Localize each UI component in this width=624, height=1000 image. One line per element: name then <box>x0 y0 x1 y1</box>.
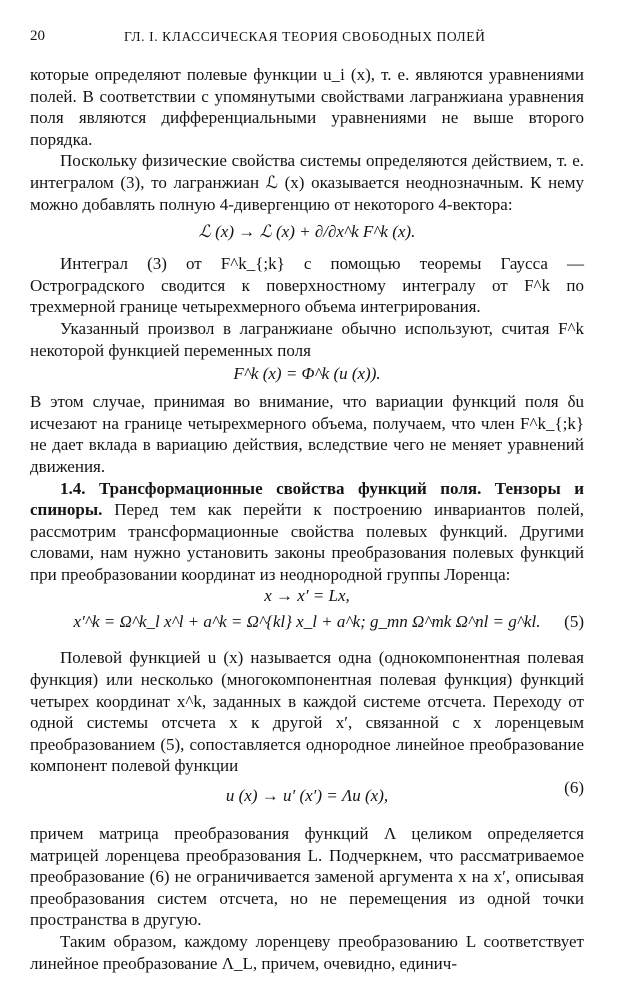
paragraph-9: Таким образом, каждому лоренцеву преобразованию L соответствует линейное преобразование Λ_L, причем, очевидно, единич- <box>30 932 584 973</box>
equation-6 <box>30 777 584 823</box>
section-1-4 <box>30 478 584 586</box>
equation-number: (6) <box>564 778 584 798</box>
equation-text: ℒ (x) → ℒ (x) + ∂/∂x^k F^k (x). <box>198 222 416 242</box>
equation-fk-of-u <box>30 361 584 391</box>
equation-5 <box>30 611 584 647</box>
page-body <box>30 64 584 974</box>
section-heading: 1.4. Трансформационные свойства функций поля. Тензоры и спиноры. <box>30 478 584 520</box>
running-title: ГЛ. I. КЛАССИЧЕСКАЯ ТЕОРИЯ СВОБОДНЫХ ПОЛЕЙ <box>124 29 486 44</box>
section-body: Перед тем как перейти к построению инвариантов полей, рассмотрим трансформационные свойства полевых функций. Другими словами, нам нужно установить законы преобразования полевых функций при преобразовании координат из неоднородной группы Лоренца: <box>30 500 585 584</box>
equation-text: u (x) → u′ (x′) = Λu (x), <box>225 786 389 806</box>
paragraph-2: Поскольку физические свойства системы определяются действием, т. е. интегралом (3), то лагранжиан ℒ (x) оказывается неоднозначным. К нему можно добавлять полную 4-дивергенцию от некоторого 4-вектора: <box>30 151 584 214</box>
paragraph-7: Полевой функцией u (x) называется одна (однокомпонентная полевая функция) или несколько (многокомпонентная полевая функция) функций четырех координат x^k, заданных в каждой системе отсчета. Переходу от одной системы отсчета x к другой x′, связанной с x лоренцевым преобразованием (5), сопоставляется однородное линейное преобразование компонент полевой функции <box>30 648 584 776</box>
page-header <box>30 28 594 50</box>
equation-text: F^k (x) = Φ^k (u (x)). <box>233 364 381 384</box>
equation-number: (5) <box>564 612 584 632</box>
paragraph-3: Интеграл (3) от F^k_{;k} с помощью теоремы Гаусса — Остроградского сводится к поверхностному интегралу от F^k по трехмерной границе четырехмерного объема интегрирования. <box>30 254 584 317</box>
equation-lorentz-short <box>30 585 584 611</box>
equation-text: x′^k = Ω^k_l x^l + a^k = Ω^{kl} x_l + a^k; g_mn Ω^mk Ω^nl = g^kl. <box>73 612 541 632</box>
equation-text: x → x′ = Lx, <box>264 586 350 606</box>
paragraph-4: Указанный произвол в лагранжиане обычно используют, считая F^k некоторой функцией переменных поля <box>30 318 584 360</box>
page-number: 20 <box>30 28 45 44</box>
paragraph-5: В этом случае, принимая во внимание, что вариации функций поля δu исчезают на границе четырехмерного объема, получаем, что член F^k_{;k} не дает вклада в вариацию действия, вследствие чего не меняет уравнений движения. <box>30 392 584 476</box>
paragraph-8: причем матрица преобразования функций Λ целиком определяется матрицей лоренцева преобразования L. Подчеркнем, что рассматриваемое преобразование (6) не ограничивается заменой аргумента x на x′, описывая преобразования систем отсчета, но не перемещения из одной точки пространства в другую. <box>30 824 584 930</box>
equation-lagrangian-divergence <box>30 215 584 253</box>
paragraph-1: которые определяют полевые функции u_i (x), т. е. являются уравнениями полей. В соответствии с упомянутыми свойствами лагранжиана уравнения поля являются дифференциальными уравнениями не выше второго порядка. <box>30 65 584 149</box>
